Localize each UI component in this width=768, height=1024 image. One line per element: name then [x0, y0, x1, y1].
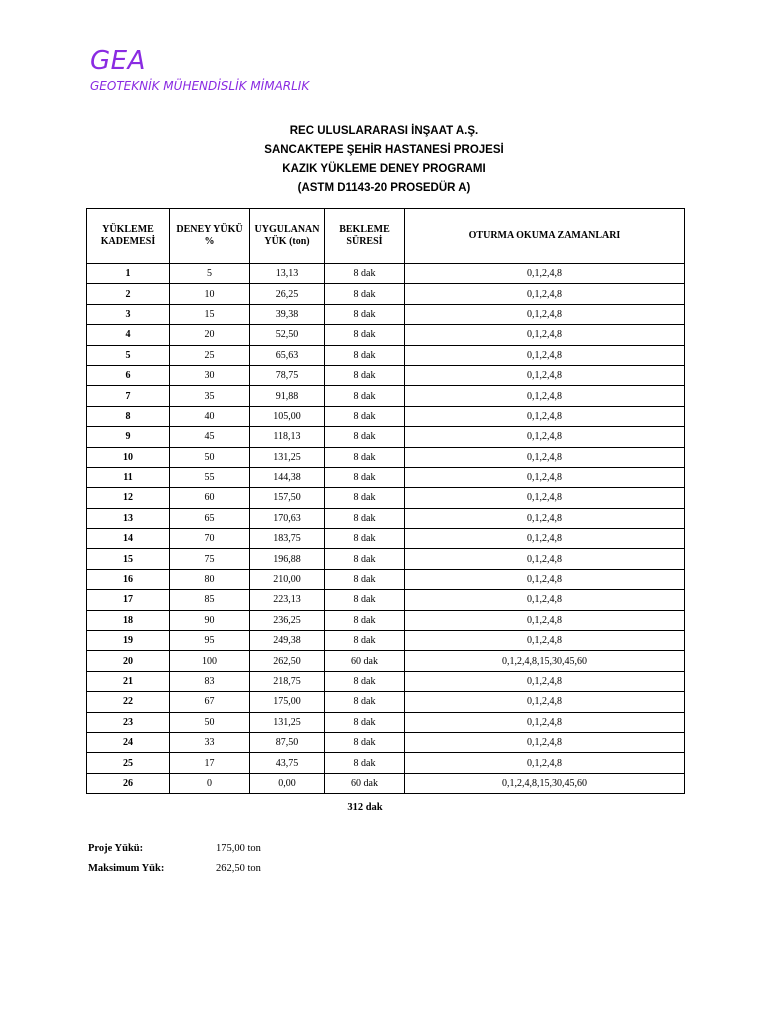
- table-row: [87, 365, 685, 385]
- table-row: [87, 488, 685, 508]
- table-row: [87, 508, 685, 528]
- cell-hold-time: 8 dak: [325, 631, 405, 651]
- cell-applied-load: 236,25: [250, 610, 325, 630]
- max-load-value: 262,50 ton: [216, 863, 261, 874]
- cell-load-stage: 22: [87, 692, 170, 712]
- table-row: [87, 610, 685, 630]
- project-load-line: [88, 843, 261, 854]
- cell-reading-times: 0,1,2,4,8: [405, 508, 685, 528]
- max-load-label: Maksimum Yük:: [88, 863, 165, 874]
- cell-applied-load: 157,50: [250, 488, 325, 508]
- cell-test-load-percent: 5: [170, 264, 250, 284]
- cell-reading-times: 0,1,2,4,8: [405, 753, 685, 773]
- cell-reading-times: 0,1,2,4,8: [405, 569, 685, 589]
- cell-load-stage: 20: [87, 651, 170, 671]
- table-row: [87, 406, 685, 426]
- table-row: [87, 529, 685, 549]
- cell-load-stage: 12: [87, 488, 170, 508]
- table-row: [87, 325, 685, 345]
- cell-test-load-percent: 35: [170, 386, 250, 406]
- cell-test-load-percent: 33: [170, 732, 250, 752]
- header-hold-time: BEKLEME SÜRESİ: [325, 209, 405, 264]
- cell-hold-time: 8 dak: [325, 284, 405, 304]
- cell-test-load-percent: 90: [170, 610, 250, 630]
- cell-reading-times: 0,1,2,4,8: [405, 365, 685, 385]
- cell-load-stage: 10: [87, 447, 170, 467]
- cell-hold-time: 8 dak: [325, 264, 405, 284]
- cell-applied-load: 170,63: [250, 508, 325, 528]
- cell-test-load-percent: 55: [170, 467, 250, 487]
- company-logo: [90, 46, 309, 94]
- cell-load-stage: 14: [87, 529, 170, 549]
- cell-reading-times: 0,1,2,4,8,15,30,45,60: [405, 651, 685, 671]
- cell-test-load-percent: 30: [170, 365, 250, 385]
- cell-test-load-percent: 20: [170, 325, 250, 345]
- cell-applied-load: 26,25: [250, 284, 325, 304]
- table-row: [87, 590, 685, 610]
- cell-test-load-percent: 67: [170, 692, 250, 712]
- table-row: [87, 447, 685, 467]
- cell-hold-time: 8 dak: [325, 671, 405, 691]
- table-row: [87, 345, 685, 365]
- cell-test-load-percent: 65: [170, 508, 250, 528]
- project-load-value: 175,00 ton: [216, 843, 261, 854]
- cell-hold-time: 8 dak: [325, 386, 405, 406]
- cell-reading-times: 0,1,2,4,8: [405, 284, 685, 304]
- table-row: [87, 569, 685, 589]
- cell-test-load-percent: 100: [170, 651, 250, 671]
- company-name: REC ULUSLARARASI İNŞAAT A.Ş.: [289, 125, 479, 137]
- cell-load-stage: 6: [87, 365, 170, 385]
- cell-hold-time: 8 dak: [325, 692, 405, 712]
- cell-reading-times: 0,1,2,4,8: [405, 447, 685, 467]
- cell-reading-times: 0,1,2,4,8: [405, 732, 685, 752]
- cell-load-stage: 26: [87, 773, 170, 793]
- cell-test-load-percent: 85: [170, 590, 250, 610]
- cell-test-load-percent: 40: [170, 406, 250, 426]
- cell-reading-times: 0,1,2,4,8: [405, 264, 685, 284]
- cell-reading-times: 0,1,2,4,8: [405, 549, 685, 569]
- cell-hold-time: 8 dak: [325, 406, 405, 426]
- cell-hold-time: 8 dak: [325, 427, 405, 447]
- cell-applied-load: 39,38: [250, 304, 325, 324]
- table-row: [87, 549, 685, 569]
- cell-load-stage: 13: [87, 508, 170, 528]
- table-row: [87, 467, 685, 487]
- cell-load-stage: 4: [87, 325, 170, 345]
- cell-hold-time: 8 dak: [325, 569, 405, 589]
- project-load-label: Proje Yükü:: [88, 843, 144, 854]
- cell-applied-load: 131,25: [250, 447, 325, 467]
- cell-reading-times: 0,1,2,4,8: [405, 610, 685, 630]
- cell-test-load-percent: 83: [170, 671, 250, 691]
- standard-reference: (ASTM D1143-20 PROSEDÜR A): [297, 182, 471, 194]
- cell-load-stage: 15: [87, 549, 170, 569]
- cell-applied-load: 87,50: [250, 732, 325, 752]
- cell-applied-load: 91,88: [250, 386, 325, 406]
- table-row: [87, 304, 685, 324]
- cell-hold-time: 8 dak: [325, 467, 405, 487]
- cell-test-load-percent: 10: [170, 284, 250, 304]
- table-row: [87, 692, 685, 712]
- cell-hold-time: 8 dak: [325, 345, 405, 365]
- cell-load-stage: 5: [87, 345, 170, 365]
- cell-applied-load: 13,13: [250, 264, 325, 284]
- cell-test-load-percent: 75: [170, 549, 250, 569]
- table-row: [87, 651, 685, 671]
- logo-title: GEA: [90, 46, 146, 76]
- cell-reading-times: 0,1,2,4,8: [405, 631, 685, 651]
- table-row: [87, 671, 685, 691]
- cell-applied-load: 262,50: [250, 651, 325, 671]
- cell-applied-load: 249,38: [250, 631, 325, 651]
- cell-hold-time: 8 dak: [325, 590, 405, 610]
- document-headings: [0, 122, 768, 198]
- cell-hold-time: 8 dak: [325, 753, 405, 773]
- cell-load-stage: 11: [87, 467, 170, 487]
- cell-test-load-percent: 80: [170, 569, 250, 589]
- table-row: [87, 264, 685, 284]
- cell-hold-time: 8 dak: [325, 508, 405, 528]
- cell-hold-time: 8 dak: [325, 365, 405, 385]
- cell-applied-load: 65,63: [250, 345, 325, 365]
- cell-hold-time: 8 dak: [325, 447, 405, 467]
- cell-applied-load: 218,75: [250, 671, 325, 691]
- cell-load-stage: 2: [87, 284, 170, 304]
- table-header-row: [87, 209, 685, 264]
- table-row: [87, 386, 685, 406]
- cell-hold-time: 8 dak: [325, 549, 405, 569]
- table-row: [87, 631, 685, 651]
- cell-hold-time: 8 dak: [325, 304, 405, 324]
- max-load-line: [88, 863, 261, 874]
- cell-applied-load: 183,75: [250, 529, 325, 549]
- cell-load-stage: 25: [87, 753, 170, 773]
- header-test-load-percent: DENEY YÜKÜ %: [170, 209, 250, 264]
- cell-reading-times: 0,1,2,4,8: [405, 325, 685, 345]
- table-row: [87, 753, 685, 773]
- cell-hold-time: 60 dak: [325, 651, 405, 671]
- cell-load-stage: 23: [87, 712, 170, 732]
- cell-load-stage: 9: [87, 427, 170, 447]
- cell-reading-times: 0,1,2,4,8: [405, 671, 685, 691]
- table-row: [87, 284, 685, 304]
- project-name: SANCAKTEPE ŞEHİR HASTANESİ PROJESİ: [264, 144, 504, 156]
- cell-reading-times: 0,1,2,4,8: [405, 488, 685, 508]
- cell-applied-load: 131,25: [250, 712, 325, 732]
- cell-reading-times: 0,1,2,4,8,15,30,45,60: [405, 773, 685, 793]
- cell-reading-times: 0,1,2,4,8: [405, 345, 685, 365]
- cell-test-load-percent: 95: [170, 631, 250, 651]
- cell-load-stage: 7: [87, 386, 170, 406]
- cell-load-stage: 1: [87, 264, 170, 284]
- cell-test-load-percent: 45: [170, 427, 250, 447]
- cell-hold-time: 8 dak: [325, 732, 405, 752]
- cell-reading-times: 0,1,2,4,8: [405, 386, 685, 406]
- cell-applied-load: 105,00: [250, 406, 325, 426]
- cell-load-stage: 18: [87, 610, 170, 630]
- cell-reading-times: 0,1,2,4,8: [405, 692, 685, 712]
- table-row: [87, 712, 685, 732]
- cell-load-stage: 21: [87, 671, 170, 691]
- cell-hold-time: 8 dak: [325, 529, 405, 549]
- cell-hold-time: 8 dak: [325, 610, 405, 630]
- cell-reading-times: 0,1,2,4,8: [405, 529, 685, 549]
- table-row: [87, 732, 685, 752]
- cell-test-load-percent: 50: [170, 712, 250, 732]
- cell-reading-times: 0,1,2,4,8: [405, 590, 685, 610]
- cell-applied-load: 78,75: [250, 365, 325, 385]
- cell-applied-load: 52,50: [250, 325, 325, 345]
- cell-reading-times: 0,1,2,4,8: [405, 427, 685, 447]
- cell-applied-load: 144,38: [250, 467, 325, 487]
- cell-test-load-percent: 25: [170, 345, 250, 365]
- table-row: [87, 773, 685, 793]
- table-row: [87, 427, 685, 447]
- cell-applied-load: 43,75: [250, 753, 325, 773]
- logo-subtitle: GEOTEKNİK MÜHENDİSLİK MİMARLIK: [90, 79, 310, 93]
- cell-test-load-percent: 60: [170, 488, 250, 508]
- cell-hold-time: 60 dak: [325, 773, 405, 793]
- cell-applied-load: 175,00: [250, 692, 325, 712]
- cell-applied-load: 0,00: [250, 773, 325, 793]
- header-load-stage: YÜKLEME KADEMESİ: [87, 209, 170, 264]
- cell-reading-times: 0,1,2,4,8: [405, 467, 685, 487]
- cell-reading-times: 0,1,2,4,8: [405, 304, 685, 324]
- cell-test-load-percent: 0: [170, 773, 250, 793]
- cell-hold-time: 8 dak: [325, 488, 405, 508]
- cell-load-stage: 19: [87, 631, 170, 651]
- cell-load-stage: 8: [87, 406, 170, 426]
- cell-applied-load: 223,13: [250, 590, 325, 610]
- cell-test-load-percent: 15: [170, 304, 250, 324]
- cell-test-load-percent: 70: [170, 529, 250, 549]
- cell-load-stage: 3: [87, 304, 170, 324]
- cell-applied-load: 118,13: [250, 427, 325, 447]
- cell-test-load-percent: 17: [170, 753, 250, 773]
- cell-hold-time: 8 dak: [325, 712, 405, 732]
- cell-reading-times: 0,1,2,4,8: [405, 712, 685, 732]
- cell-applied-load: 210,00: [250, 569, 325, 589]
- document-title: KAZIK YÜKLEME DENEY PROGRAMI: [282, 163, 486, 175]
- cell-load-stage: 24: [87, 732, 170, 752]
- cell-load-stage: 16: [87, 569, 170, 589]
- cell-test-load-percent: 50: [170, 447, 250, 467]
- cell-reading-times: 0,1,2,4,8: [405, 406, 685, 426]
- cell-applied-load: 196,88: [250, 549, 325, 569]
- cell-hold-time: 8 dak: [325, 325, 405, 345]
- total-duration: 312 dak: [347, 802, 383, 813]
- header-reading-times: OTURMA OKUMA ZAMANLARI: [405, 209, 685, 264]
- cell-load-stage: 17: [87, 590, 170, 610]
- header-applied-load: UYGULANAN YÜK (ton): [250, 209, 325, 264]
- load-test-table: [86, 208, 685, 794]
